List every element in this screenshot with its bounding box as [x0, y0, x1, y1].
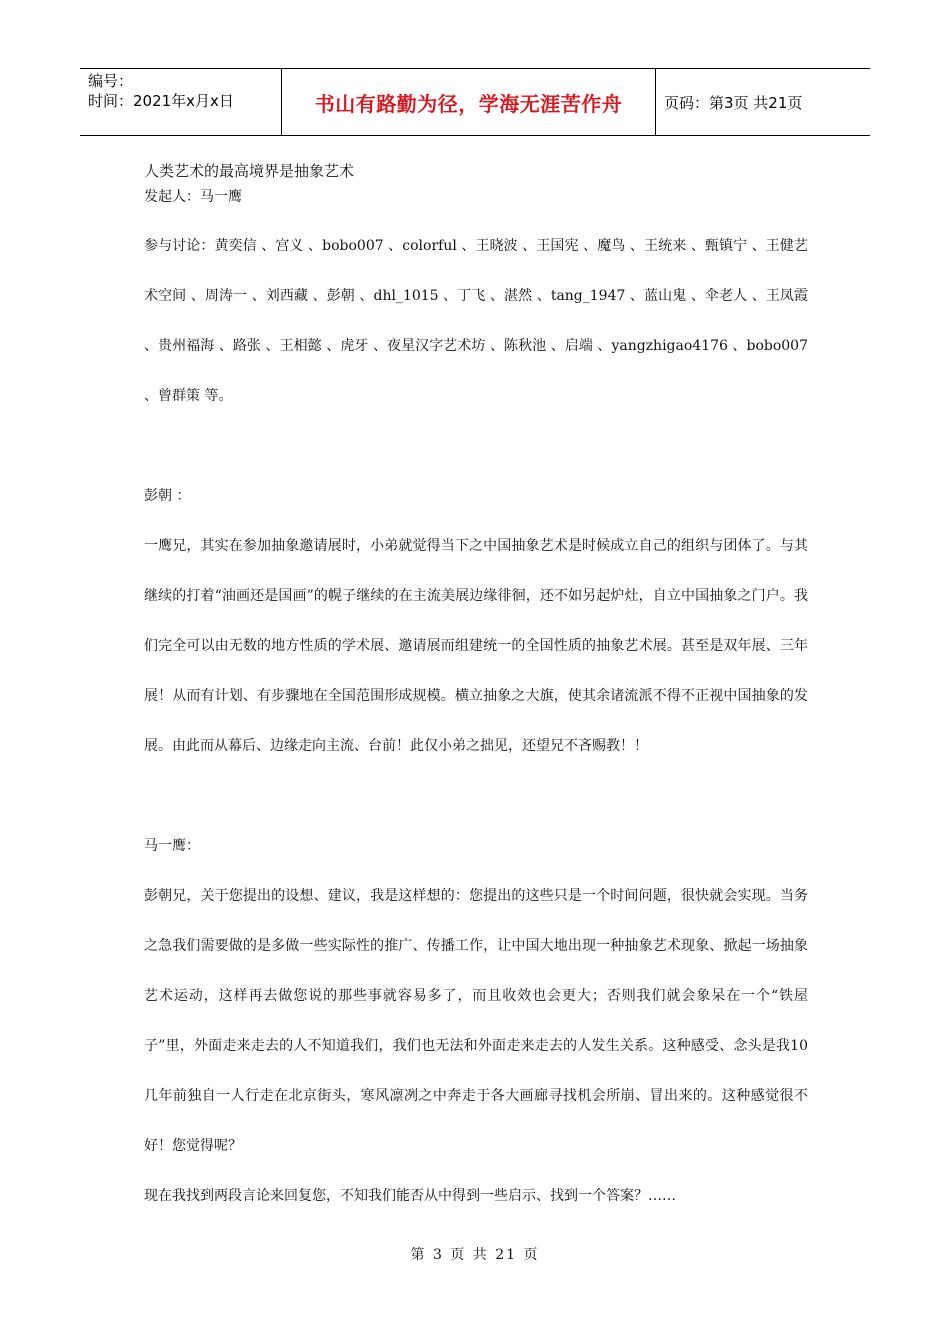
header-page-label: 页码：第3页 共21页 — [664, 93, 803, 112]
article-body — [144, 158, 808, 1221]
speaker-pengchao: 彭朝 ： — [144, 488, 191, 504]
mayiying-text: 彭朝兄，关于您提出的设想、建议，我是这样想的：您提出的这些只是一个时间问题，很快就会实现。当务之急我们需要做的是多做一些实际性的推广、传播工作，让中国大地出现一种抽象艺术现象、掀起一场抽象艺术运动，这样再去做您说的那些事就容易多了，而且收效也会更大；否则我们就会象呆在一个“铁屋子”里，外面走来走去的人不知道我们，我们也无法和外面走来走去的人发生关系。这种感受、念头是我10几年前独自一人行走在北京街头，寒风凛冽之中奔走于各大画廊寻找机会所崩、冒出来的。这种感觉很不好！您觉得呢？ — [144, 888, 808, 1154]
code-label: 编号： — [88, 72, 134, 90]
page-header — [80, 68, 870, 136]
header-motto: 书山有路勤为径，学海无涯苦作舟 — [282, 69, 656, 135]
pengchao-text: 一鹰兄，其实在参加抽象邀请展时，小弟就觉得当下之中国抽象艺术是时候成立自己的组织与团体了。与其继续的打着“油画还是国画”的幌子继续的在主流美展边缘徘徊，还不如另起炉灶，自立中国抽象之门户。我们完全可以由无数的地方性质的学术展、邀请展而组建统一的全国性质的抽象艺术展。甚至是双年展、三年展！从而有计划、有步骤地在全国范围形成规模。横立抽象之大旗，使其余诸流派不得不正视中国抽象的发展。由此而从幕后、边缘走向主流、台前！此仅小弟之拙见，还望兄不吝赐教！！ — [144, 538, 808, 754]
speaker-mayiying: 马一鹰： — [144, 838, 200, 854]
mayiying-followup: 现在我找到两段言论来回复您，不知我们能否从中得到一些启示、找到一个答案？…… — [144, 1188, 676, 1204]
article-title: 人类艺术的最高境界是抽象艺术 — [144, 162, 355, 180]
article-initiator: 发起人：马一鹰 — [144, 189, 242, 205]
time-label: 时间：2021年x月x日 — [88, 92, 234, 110]
article-participants: 参与讨论：黄奕信 、宫义 、bobo007 、colorful 、王晓波 、王国宪 、魔鸟 、王统来 、甄镇宁 、王健艺术空间 、周涛一 、刘西藏 、彭朝 、dhl_1015 、丁飞 、湛然 、tang_1947 、蓝山鬼 、伞老人 、王凤霞 、贵州福海 、路张 、王相懿 、虎牙 、夜星汉字艺术坊 、陈秋池 、启端 、yangzhigao4176 、bobo007 、曾群策 等。 — [144, 238, 808, 404]
header-meta — [80, 69, 282, 135]
page-footer: 第 3 页 共 21 页 — [410, 1247, 540, 1263]
